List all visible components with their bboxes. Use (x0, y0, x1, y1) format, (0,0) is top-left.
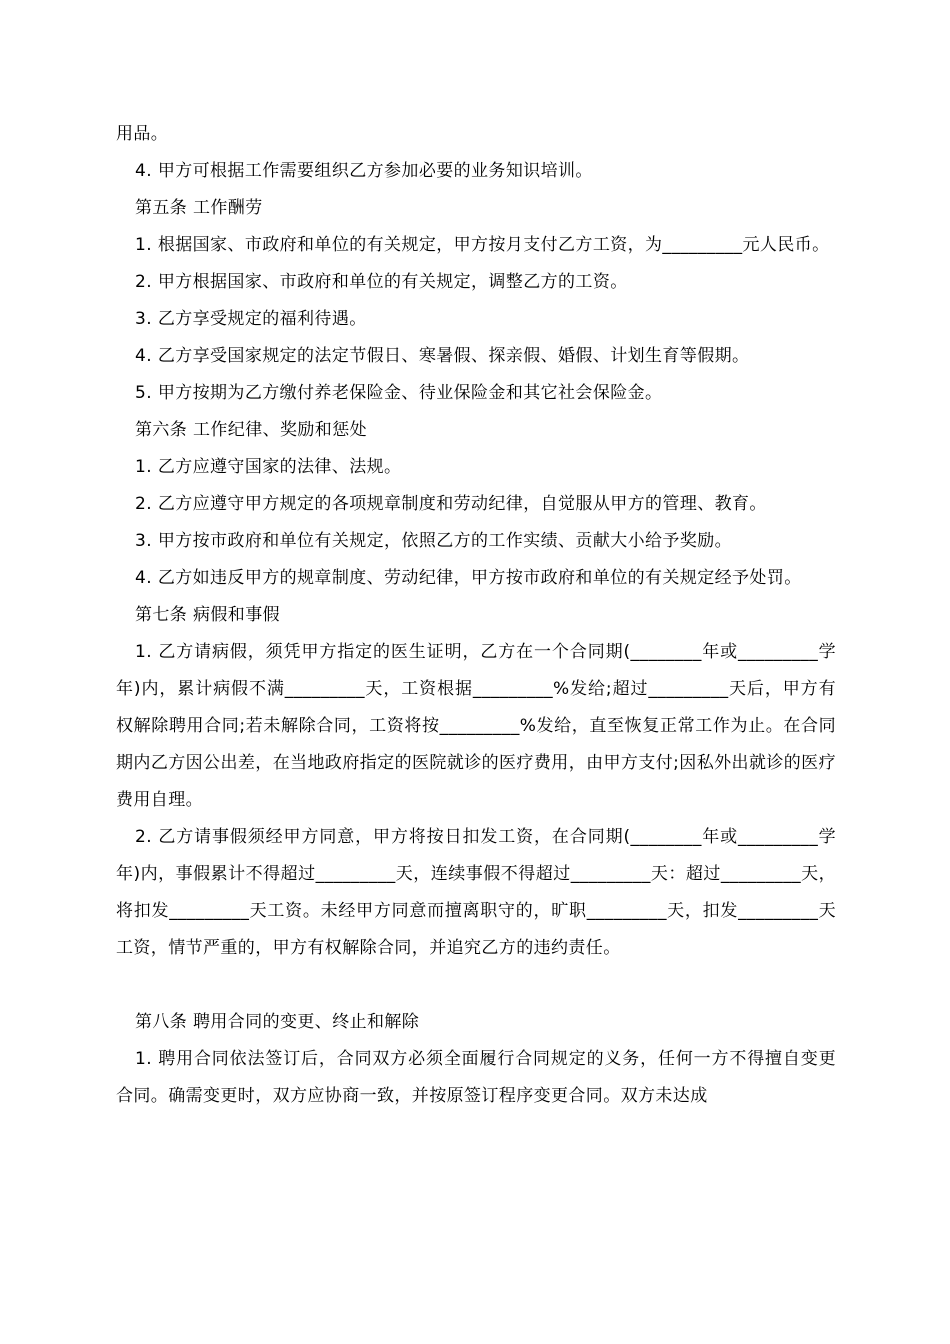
clause-item: 2. 甲方根据国家、市政府和单位的有关规定，调整乙方的工资。 (135, 272, 628, 292)
clause-item: 3. 乙方享受规定的福利待遇。 (135, 309, 367, 329)
article-heading-7: 第七条 病假和事假 (135, 605, 281, 625)
paragraph-continuation: 用品。 (116, 124, 169, 144)
contract-text-body (116, 116, 836, 1115)
clause-item: 2. 乙方请事假须经甲方同意，甲方将按日扣发工资，在合同期(________年或_________学年)内，事假累计不得超过_________天，连续事假不得超过_________天：超过_________天，将扣发_________天工资。未经甲方同意而擅离职守的，旷职_________天，扣发_________天工资，情节严重的，甲方有权解除合同，并追究乙方的违约责任。 (116, 827, 836, 958)
clause-item: 1. 根据国家、市政府和单位的有关规定，甲方按月支付乙方工资，为_________元人民币。 (135, 235, 830, 255)
clause-item: 4. 乙方享受国家规定的法定节假日、寒暑假、探亲假、婚假、计划生育等假期。 (135, 346, 750, 366)
clause-item: 1. 乙方请病假，须凭甲方指定的医生证明，乙方在一个合同期(________年或_________学年)内，累计病假不满_________天，工资根据_________%发给;超过_________天后，甲方有权解除聘用合同;若未解除合同，工资将按_________%发给，直至恢复正常工作为止。在合同期内乙方因公出差，在当地政府指定的医院就诊的医疗费用，由甲方支付;因私外出就诊的医疗费用自理。 (116, 642, 836, 810)
article-heading-5: 第五条 工作酬劳 (135, 198, 263, 218)
clause-item: 1. 聘用合同依法签订后，合同双方必须全面履行合同规定的义务，任何一方不得擅自变更合同。确需变更时，双方应协商一致，并按原签订程序变更合同。双方未达成 (116, 1049, 836, 1106)
clause-item: 2. 乙方应遵守甲方规定的各项规章制度和劳动纪律，自觉服从甲方的管理、教育。 (135, 494, 767, 514)
article-heading-6: 第六条 工作纪律、奖励和惩处 (135, 420, 368, 440)
clause-item: 4. 甲方可根据工作需要组织乙方参加必要的业务知识培训。 (135, 161, 593, 181)
clause-item: 1. 乙方应遵守国家的法律、法规。 (135, 457, 402, 477)
clause-item: 5. 甲方按期为乙方缴付养老保险金、待业保险金和其它社会保险金。 (135, 383, 663, 403)
clause-item: 4. 乙方如违反甲方的规章制度、劳动纪律，甲方按市政府和单位的有关规定经予处罚。 (135, 568, 802, 588)
paragraph-spacer (116, 967, 836, 1004)
clause-item: 3. 甲方按市政府和单位有关规定，依照乙方的工作实绩、贡献大小给予奖励。 (135, 531, 733, 551)
article-heading-8: 第八条 聘用合同的变更、终止和解除 (135, 1012, 420, 1032)
